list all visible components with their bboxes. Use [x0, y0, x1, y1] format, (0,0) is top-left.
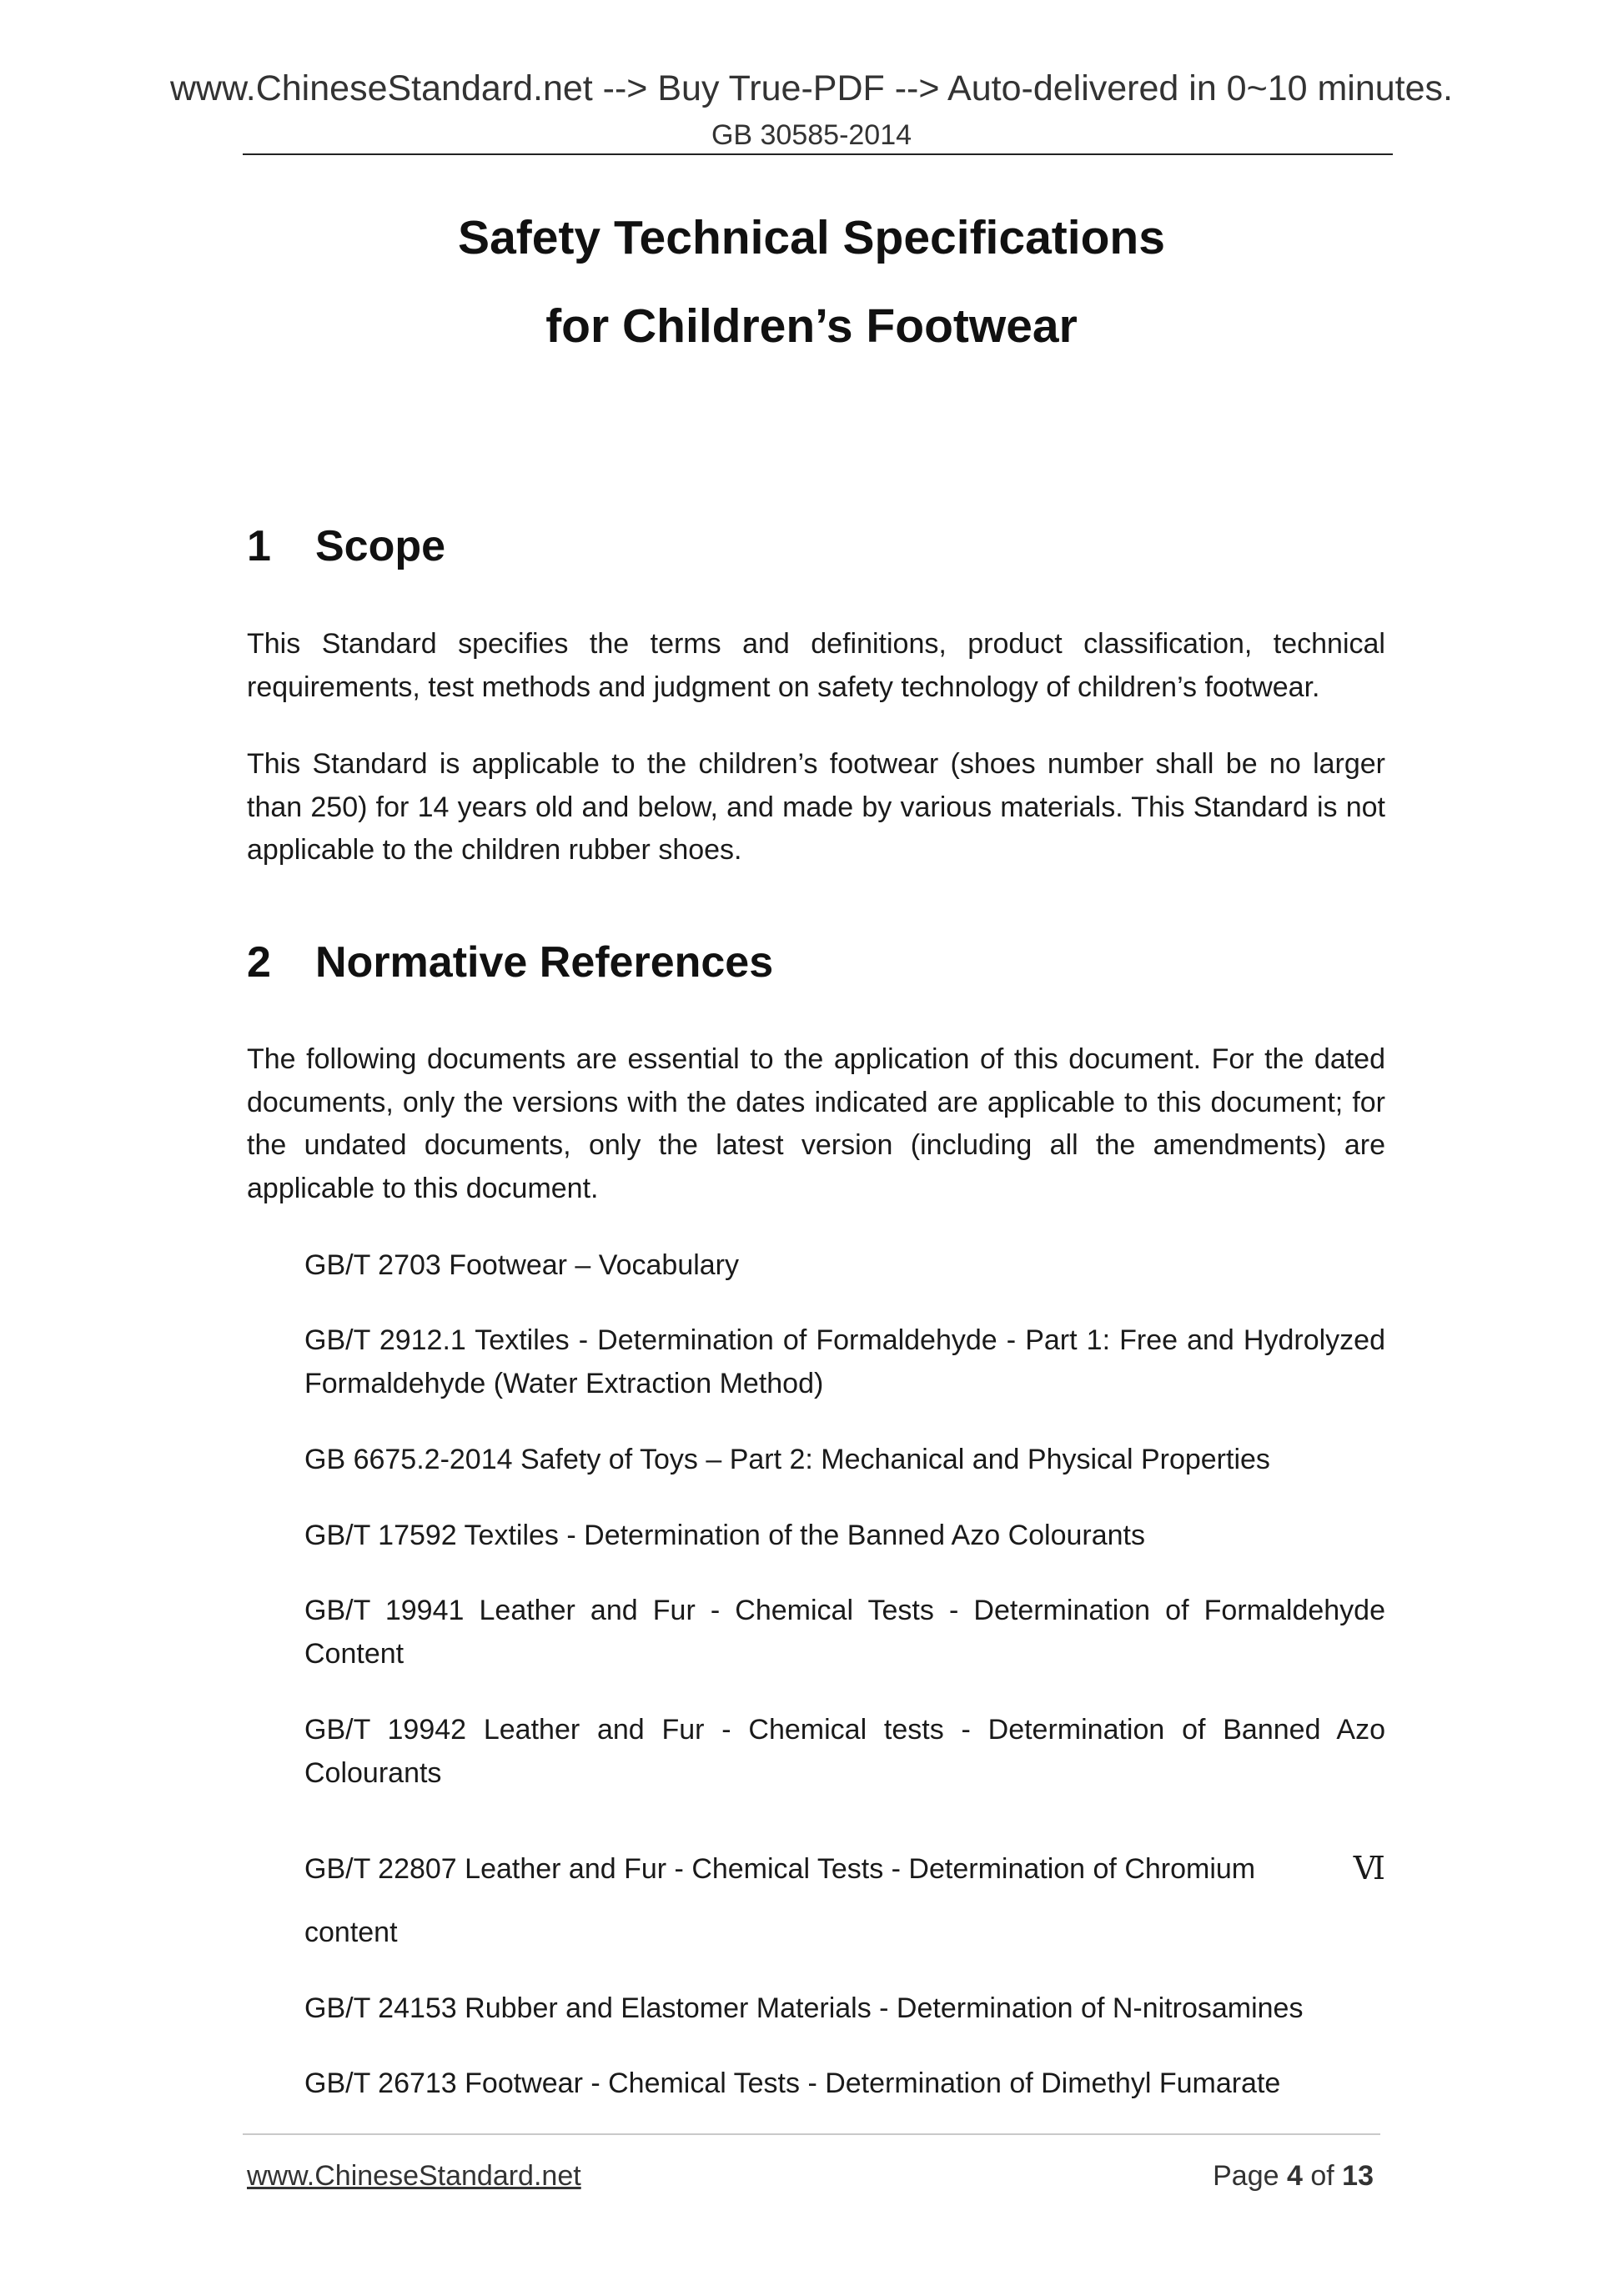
section-heading-normative-references: [247, 937, 773, 988]
page-indicator: [1213, 2158, 1374, 2193]
section-title: Normative References: [315, 938, 774, 987]
scope-paragraph-2: This Standard is applicable to the children’s footwear (shoes number shall be no larger than 250) for 14 years old and below, and made by various materials. This Standard is not applicable to the children rubber shoes.: [247, 748, 1385, 866]
references-intro-paragraph: The following documents are essential to the application of this document. For the dated documents, only the versions with the dates indicated are applicable to this document; for the undated documents, only the latest version (including all the amendments) are applicable to this document.: [247, 1043, 1385, 1204]
roman-numeral: Ⅵ: [1353, 1851, 1385, 1887]
footer-divider: [243, 2133, 1380, 2135]
reference-item-continuation: content: [304, 1917, 398, 1948]
standard-number: GB 30585-2014: [711, 119, 912, 151]
reference-item: GB/T 2703 Footwear – Vocabulary: [304, 1249, 740, 1281]
reference-item: GB 6675.2-2014 Safety of Toys – Part 2: Mechanical and Physical Properties: [304, 1444, 1270, 1475]
header-banner-link[interactable]: www.ChineseStandard.net --> Buy True-PDF --> Auto-delivered in 0~10 minutes.: [169, 68, 1453, 108]
page-current: 4: [1286, 2160, 1303, 2192]
reference-item: GB/T 19941 Leather and Fur - Chemical Tests - Determination of Formaldehyde Content: [304, 1595, 1385, 1670]
page-of: of: [1310, 2160, 1334, 2192]
reference-item: GB/T 2912.1 Textiles - Determination of Formaldehyde - Part 1: Free and Hydrolyzed Formaldehyde (Water Extraction Method): [304, 1324, 1385, 1399]
header-divider: [243, 153, 1393, 155]
reference-item: GB/T 19942 Leather and Fur - Chemical tests - Determination of Banned Azo Colourants: [304, 1714, 1385, 1789]
page-total: 13: [1342, 2160, 1374, 2192]
scope-paragraph-1: This Standard specifies the terms and definitions, product classification, technical requirements, test methods and judgment on safety technology of children’s footwear.: [247, 628, 1385, 703]
reference-item: GB/T 26713 Footwear - Chemical Tests - Determination of Dimethyl Fumarate: [304, 2067, 1281, 2099]
reference-item: GB/T 17592 Textiles - Determination of the Banned Azo Colourants: [304, 1520, 1145, 1551]
reference-item: [304, 1848, 1385, 1892]
page-prefix: Page: [1213, 2160, 1279, 2192]
section-number: 1: [247, 522, 271, 570]
reference-text: GB/T 22807 Leather and Fur - Chemical Tests - Determination of Chromium: [304, 1853, 1256, 1885]
document-title-line1: Safety Technical Specifications: [458, 211, 1165, 264]
section-number: 2: [247, 938, 271, 987]
reference-item: GB/T 24153 Rubber and Elastomer Materials - Determination of N-nitrosamines: [304, 1992, 1304, 2024]
footer-website-link[interactable]: www.ChineseStandard.net: [247, 2160, 581, 2192]
section-title: Scope: [315, 522, 446, 570]
section-heading-scope: [247, 520, 445, 572]
document-title-line2: for Children’s Footwear: [545, 299, 1078, 353]
